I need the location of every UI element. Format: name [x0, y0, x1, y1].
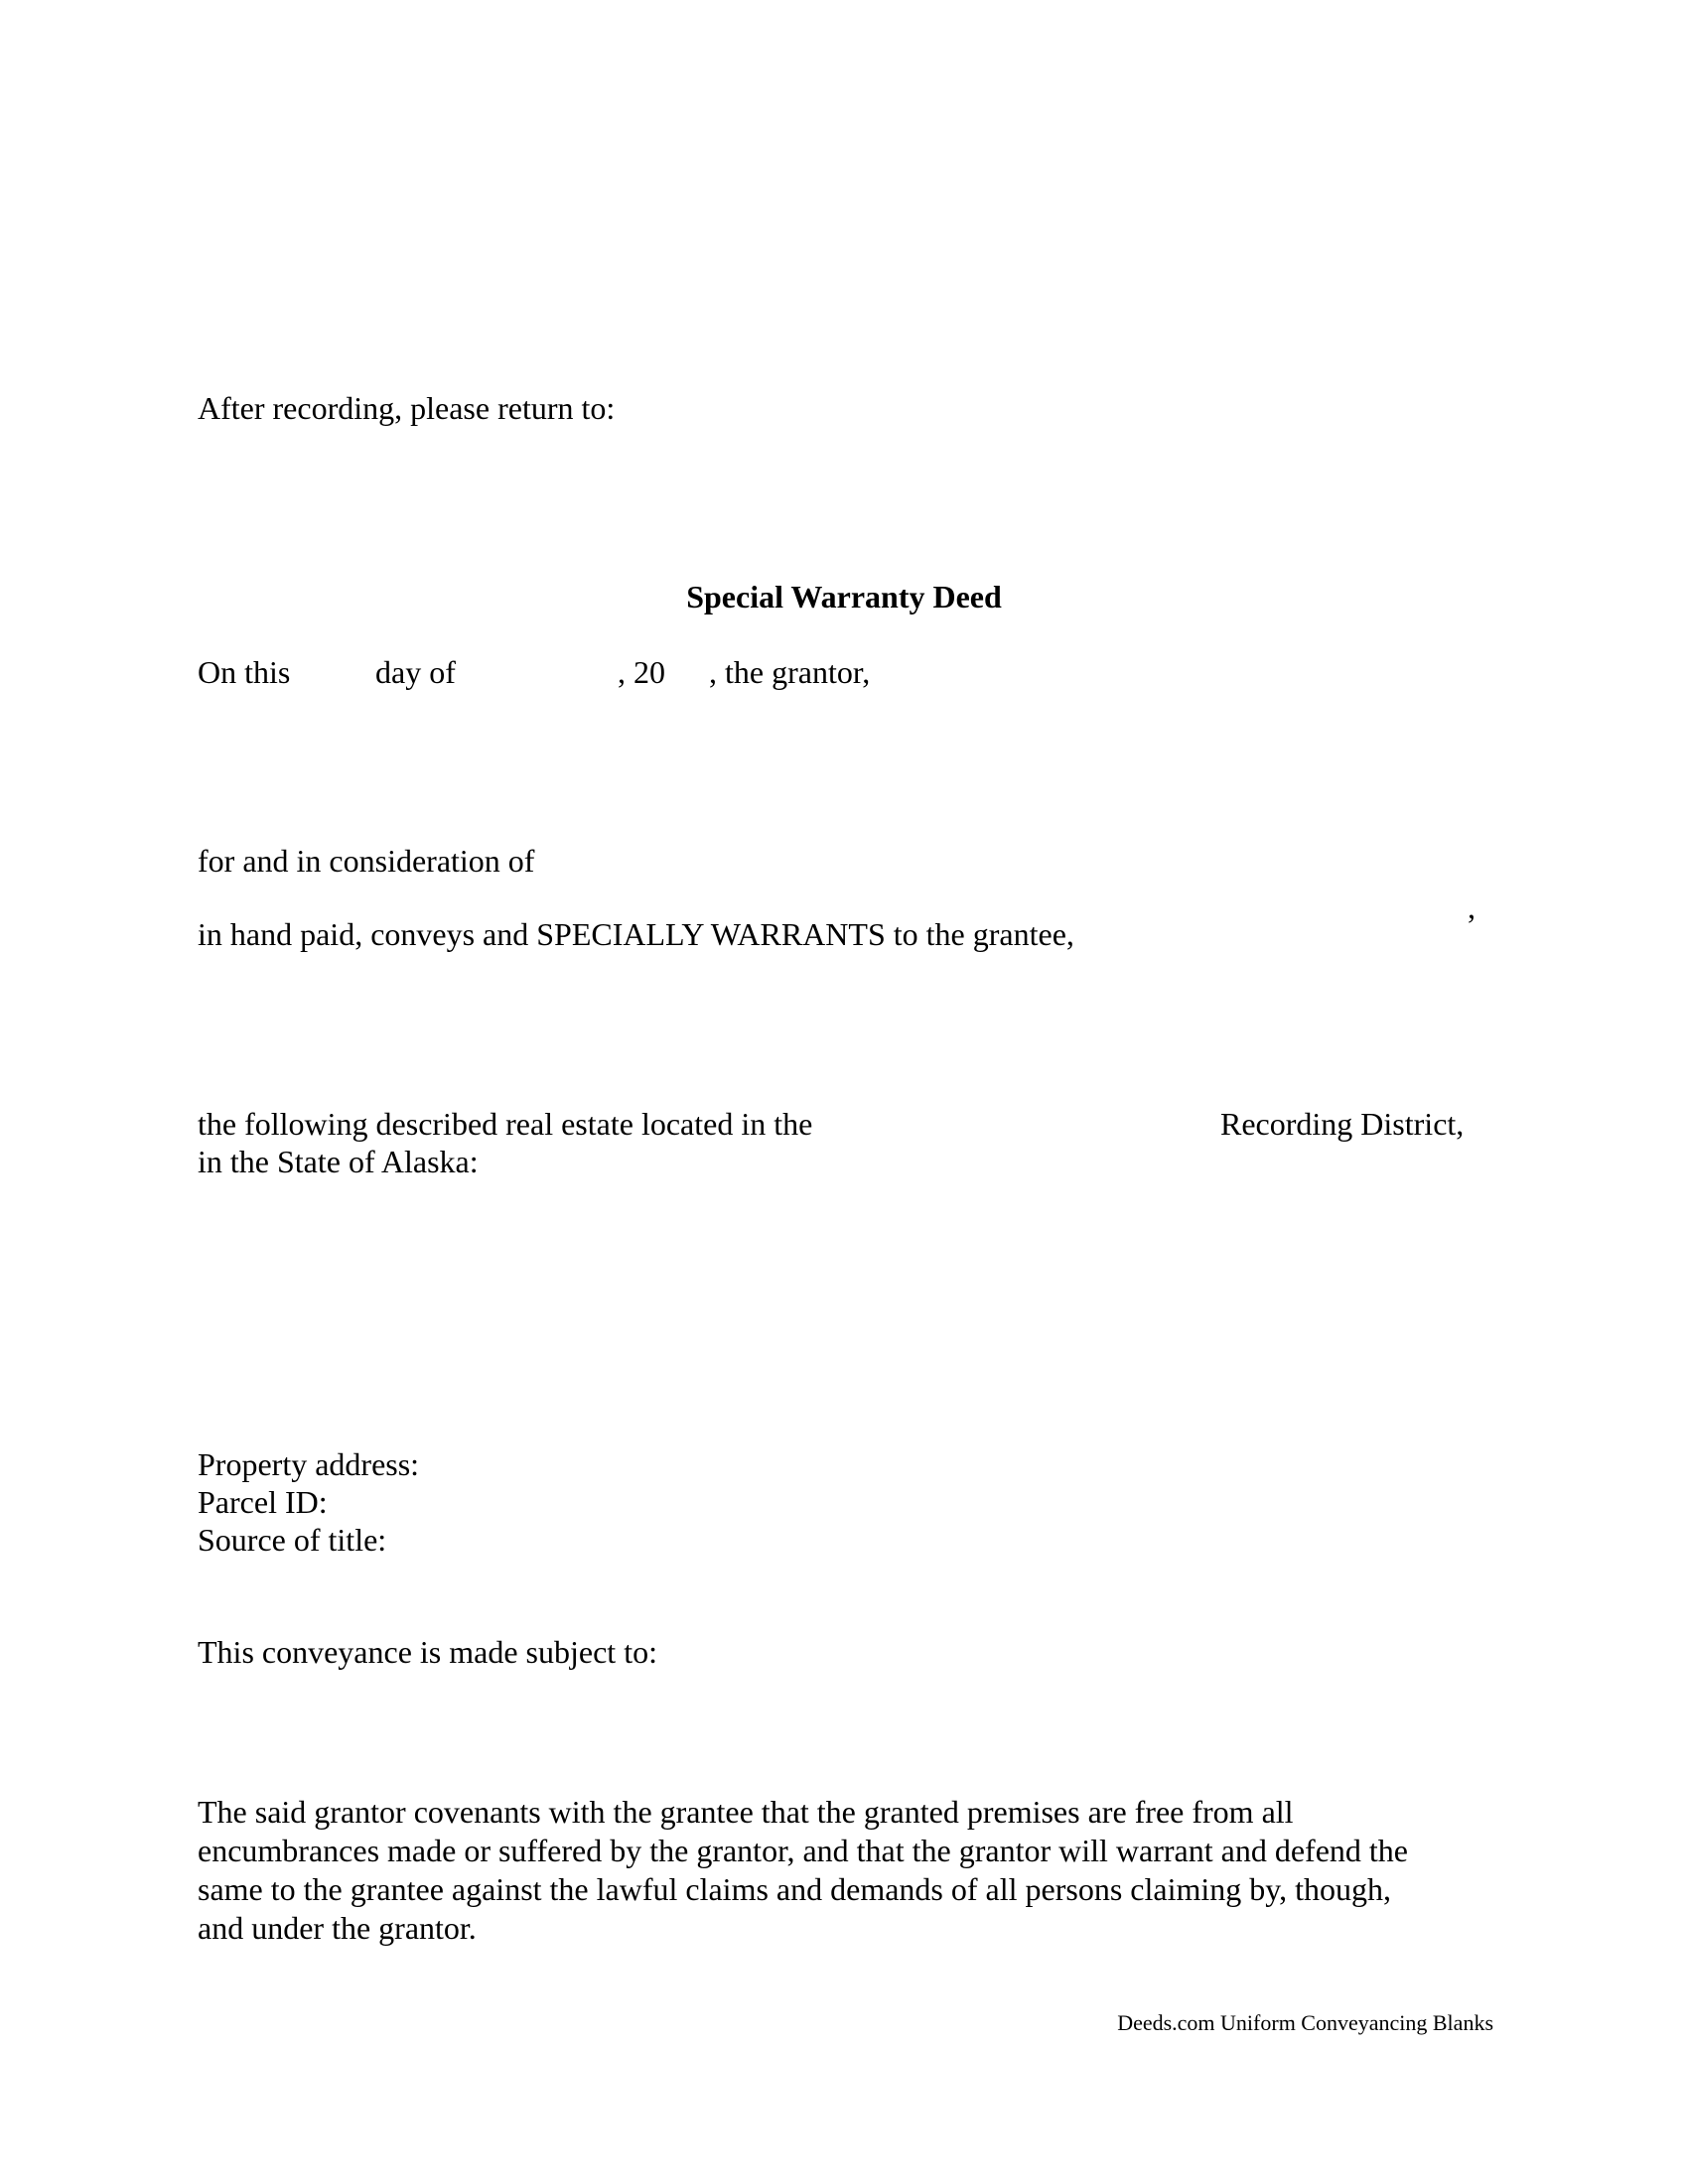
day-of-label: day of	[375, 654, 456, 690]
on-this-label: On this	[198, 654, 291, 690]
property-address-label: Property address:	[198, 1446, 420, 1482]
year-label: , 20	[618, 654, 665, 690]
covenant-paragraph: The said grantor covenants with the grantee that the granted premises are free from all encumbrances made or suffered by the grantor, and that the grantor will warrant and defend the same to the grantee against the lawful claims and demands of all persons claiming by, though, and under the grantor.	[198, 1794, 1408, 1946]
document-title: Special Warranty Deed	[686, 579, 1002, 614]
return-to-label: After recording, please return to:	[198, 390, 616, 426]
subject-to-label: This conveyance is made subject to:	[198, 1634, 657, 1670]
conveys-text: in hand paid, conveys and SPECIALLY WARRANTS to the grantee,	[198, 916, 1074, 952]
consideration-label: for and in consideration of	[198, 843, 535, 879]
source-of-title-label: Source of title:	[198, 1522, 387, 1558]
consideration-comma: ,	[1468, 889, 1476, 925]
state-text: in the State of Alaska:	[198, 1144, 479, 1179]
footer-text: Deeds.com Uniform Conveyancing Blanks	[1117, 2010, 1493, 2035]
recording-district-label: Recording District,	[1220, 1106, 1465, 1142]
parcel-id-label: Parcel ID:	[198, 1484, 328, 1520]
grantor-label: , the grantor,	[709, 654, 871, 690]
location-text: the following described real estate located in the	[198, 1106, 813, 1142]
